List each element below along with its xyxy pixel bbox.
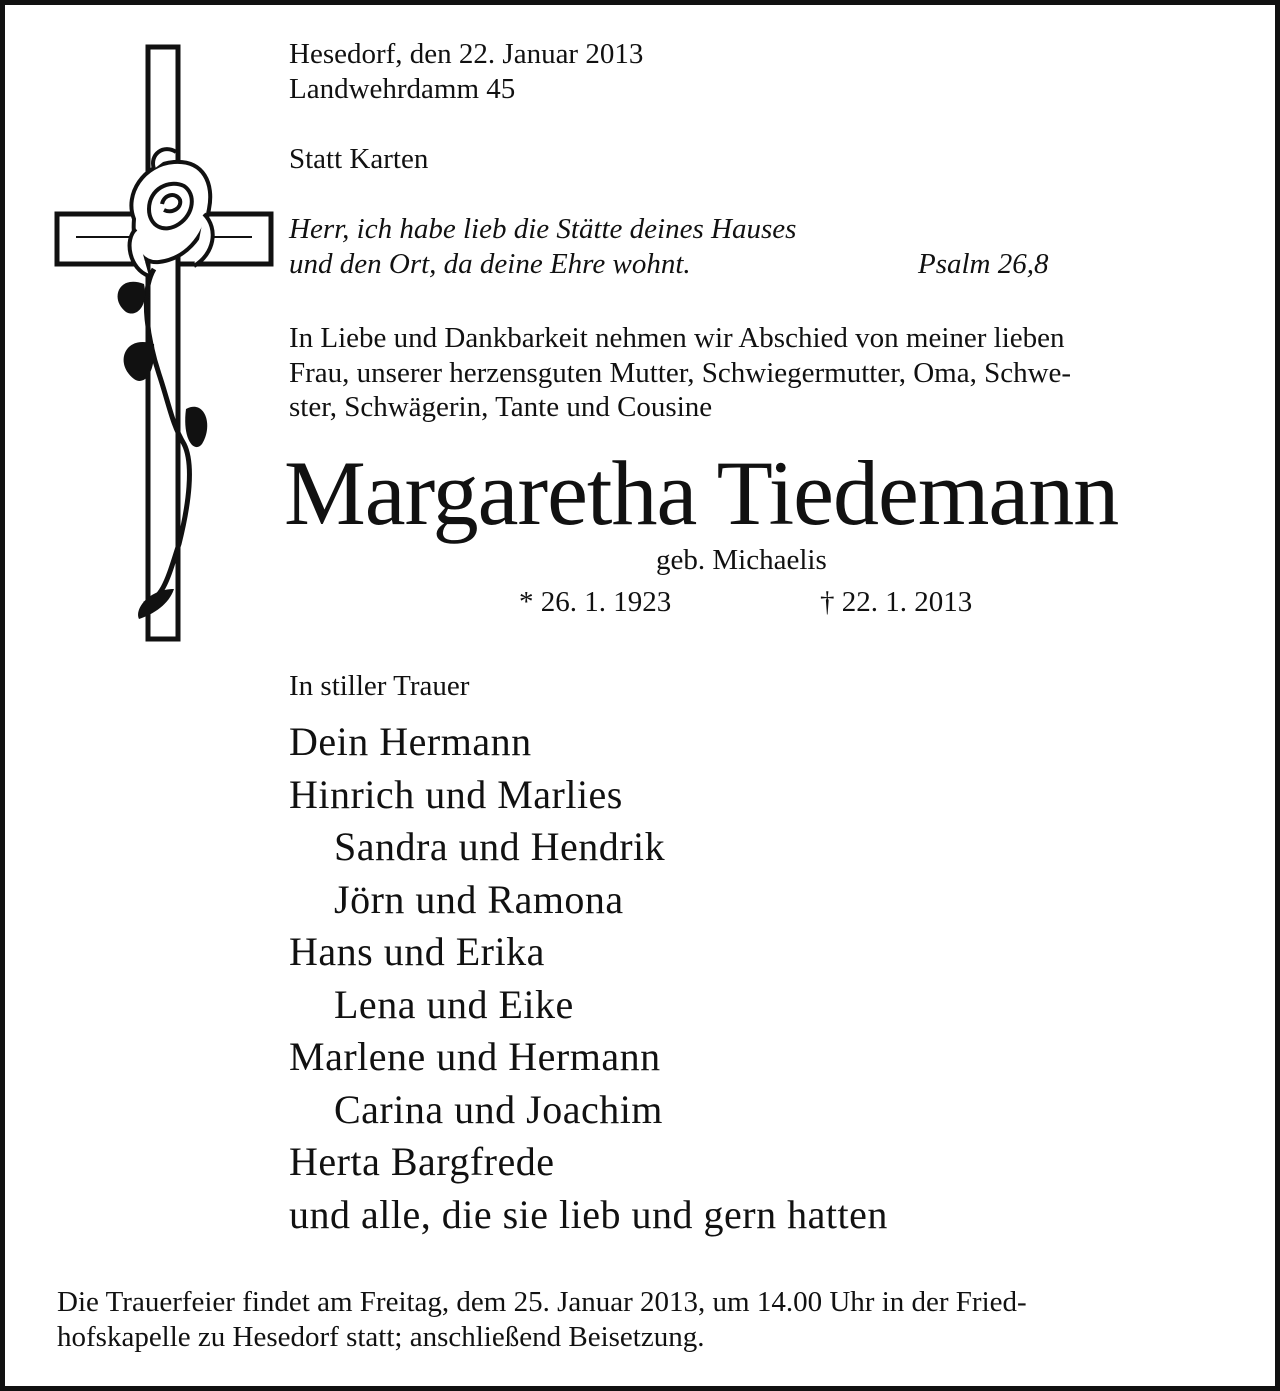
address: Landwehrdamm 45 <box>289 73 516 105</box>
intro-line-1: In Liebe und Dankbarkeit nehmen wir Abschied von meiner lieben <box>289 322 1065 354</box>
deceased-name: Margaretha Tiedemann <box>284 442 1119 544</box>
mourner-line: Hans und Erika <box>289 929 545 974</box>
death-date: † 22. 1. 2013 <box>820 586 973 618</box>
mourner-line: Jörn und Ramona <box>334 876 624 922</box>
mourner-line: Dein Hermann <box>289 719 532 764</box>
mourners-list <box>289 716 888 1241</box>
cross-with-rose-icon <box>54 44 274 644</box>
mourner-line: Marlene und Hermann <box>289 1034 661 1079</box>
mourner-line: Hinrich und Marlies <box>289 771 623 817</box>
place-date: Hesedorf, den 22. Januar 2013 <box>289 38 644 70</box>
footer-line-2: hofskapelle zu Hesedorf statt; anschließend Beisetzung. <box>57 1321 705 1353</box>
mourner-line: Carina und Joachim <box>334 1086 663 1132</box>
footer-line-1: Die Trauerfeier findet am Freitag, dem 25. Januar 2013, um 14.00 Uhr in der Fried- <box>57 1286 1027 1318</box>
verse-line-1: Herr, ich habe lieb die Stätte deines Hauses <box>289 213 797 245</box>
birth-date: * 26. 1. 1923 <box>519 586 672 618</box>
mourner-line: Herta Bargfrede <box>289 1139 555 1184</box>
mourner-line: Sandra und Hendrik <box>334 824 666 869</box>
mourners-heading: In stiller Trauer <box>289 670 470 702</box>
intro-line-3: ster, Schwägerin, Tante und Cousine <box>289 391 713 423</box>
verse-reference: Psalm 26,8 <box>918 248 1049 280</box>
maiden-name: geb. Michaelis <box>656 544 827 576</box>
verse-line-2: und den Ort, da deine Ehre wohnt. <box>289 248 691 280</box>
statt-karten: Statt Karten <box>289 143 429 175</box>
intro-line-2: Frau, unserer herzensguten Mutter, Schwiegermutter, Oma, Schwe- <box>289 357 1072 389</box>
mourner-line: und alle, die sie lieb und gern hatten <box>289 1191 888 1237</box>
mourner-line: Lena und Eike <box>334 981 574 1027</box>
